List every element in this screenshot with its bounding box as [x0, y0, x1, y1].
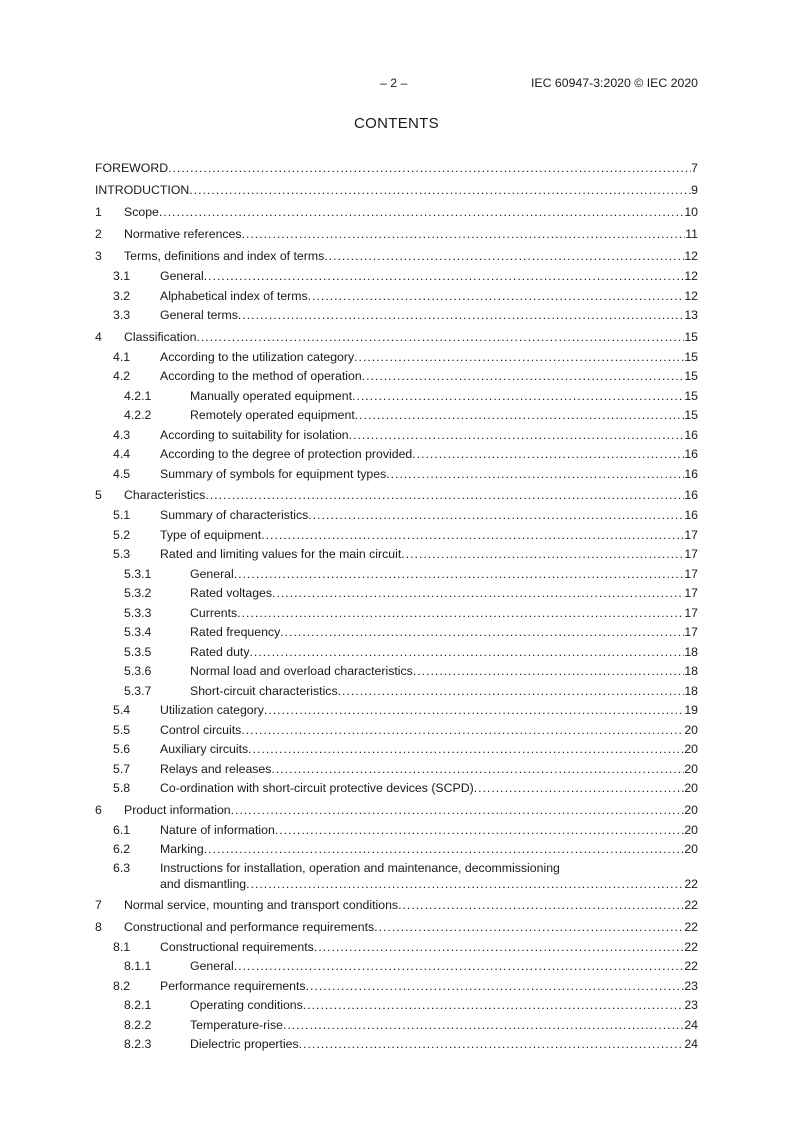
dot-leader	[275, 821, 684, 841]
toc-entry-page: 20	[684, 842, 698, 856]
toc-entry-number: 4.2.1	[124, 388, 152, 403]
toc-entry-title: Product information	[124, 802, 231, 817]
toc-entry-title: Normal service, mounting and transport conditions	[124, 897, 399, 912]
toc-entry[interactable]	[95, 245, 698, 267]
toc-entry-number: 5.3.3	[124, 605, 152, 620]
toc-entry[interactable]	[95, 662, 698, 682]
dot-leader	[303, 996, 685, 1016]
page-header	[0, 76, 793, 92]
toc-entry-title: Utilization category	[160, 703, 264, 717]
toc-entry-number: 5.3.2	[124, 586, 152, 600]
dot-leader	[234, 957, 685, 977]
toc-entry-title: Remotely operated equipment	[190, 408, 355, 422]
toc-entry-title: According to the utilization category	[160, 349, 355, 364]
toc-entry-page: 18	[684, 683, 698, 698]
toc-entry-title: Alphabetical index of terms	[160, 288, 308, 303]
toc-entry-title: Manually operated equipment	[190, 388, 353, 403]
toc-entry[interactable]	[95, 860, 698, 894]
toc-entry-title: Auxiliary circuits	[160, 742, 249, 756]
dot-leader	[349, 426, 685, 446]
toc-entry-number: 4.4	[113, 447, 131, 461]
toc-entry[interactable]	[95, 306, 698, 326]
toc-entry-number: 5.4	[113, 703, 131, 717]
dot-leader	[308, 287, 685, 307]
toc-entry-page: 18	[684, 644, 698, 659]
toc-entry[interactable]	[95, 545, 698, 565]
toc-entry-page: 11	[685, 227, 698, 241]
toc-entry-title: Summary of symbols for equipment types	[160, 466, 387, 481]
toc-entry-page: 16	[684, 466, 698, 481]
toc-entry-number: 5.5	[113, 722, 131, 737]
dot-leader	[280, 623, 684, 643]
dot-leader	[237, 604, 684, 624]
toc-entry-page: 13	[684, 308, 698, 322]
toc-entry-page: 24	[684, 1017, 698, 1032]
toc-entry[interactable]	[95, 465, 698, 485]
toc-entry-page: 20	[684, 722, 698, 737]
toc-entry-page: 24	[684, 1037, 698, 1051]
dot-leader	[204, 267, 685, 287]
toc-entry-number: 8.2.3	[124, 1037, 152, 1051]
toc-entry[interactable]	[95, 445, 698, 465]
toc-entry-page: 17	[684, 527, 698, 542]
toc-entry-title: Classification	[124, 329, 197, 344]
toc-entry-number: 3.1	[113, 269, 131, 283]
toc-entry-number: 3.3	[113, 308, 131, 322]
toc-entry-title: Temperature-rise	[190, 1017, 283, 1032]
toc-entry-title: General	[190, 566, 234, 581]
toc-entry-number: 8.2.2	[124, 1017, 152, 1032]
dot-leader	[413, 662, 684, 682]
dot-leader	[474, 779, 685, 799]
dot-leader	[261, 526, 684, 546]
toc-entry-title: General terms	[160, 308, 238, 322]
toc-entry[interactable]	[95, 821, 698, 841]
dot-leader	[355, 406, 685, 426]
toc-entry-title: Rated duty	[190, 644, 250, 659]
toc-entry-number: 4	[95, 329, 102, 344]
dot-leader	[352, 387, 684, 407]
page-title: CONTENTS	[354, 115, 439, 132]
toc-entry-title: Nature of information	[160, 822, 275, 837]
toc-entry-number: 5.1	[113, 508, 131, 522]
toc-entry-number: 5.3.7	[124, 683, 152, 698]
toc-entry-number: 4.2.2	[124, 408, 152, 422]
toc-entry-page: 10	[684, 205, 698, 219]
toc-entry-page: 15	[684, 349, 698, 364]
toc-entry-page: 23	[684, 998, 698, 1012]
toc-entry-title: Marking	[160, 842, 204, 856]
toc-entry-title: Short-circuit characteristics	[190, 683, 338, 698]
toc-entry-title: General	[190, 959, 234, 973]
toc-entry[interactable]	[95, 223, 698, 245]
toc-entry-number: 5.3.6	[124, 664, 152, 678]
toc-entry-page: 20	[684, 761, 698, 776]
dot-leader	[159, 201, 684, 223]
toc-entry-title: Rated and limiting values for the main circuit	[160, 547, 402, 561]
dot-leader	[272, 584, 684, 604]
toc-entry-page: 20	[684, 742, 698, 756]
dot-leader	[308, 506, 684, 526]
toc-entry-title: Constructional and performance requirements	[124, 919, 375, 934]
dot-leader	[189, 179, 691, 201]
dot-leader	[196, 326, 684, 348]
toc-entry-page: 16	[684, 447, 698, 461]
toc-entry-title: Currents	[190, 605, 238, 620]
toc-entry[interactable]	[95, 916, 698, 938]
toc-entry[interactable]	[95, 287, 698, 307]
dot-leader	[249, 643, 684, 663]
toc-entry[interactable]	[95, 526, 698, 546]
toc-entry-number: 8.1.1	[124, 959, 152, 973]
dot-leader	[386, 465, 684, 485]
dot-leader	[362, 367, 685, 387]
toc-entry-page: 16	[684, 488, 698, 502]
toc-entry-number: 4.3	[113, 427, 131, 442]
toc-entry-page: 20	[684, 802, 698, 817]
toc-entry[interactable]	[95, 760, 698, 780]
toc-entry-number: 6.1	[113, 822, 131, 837]
toc-entry-title: and dismantling	[160, 876, 247, 891]
table-of-contents	[95, 157, 698, 1055]
toc-entry[interactable]	[95, 348, 698, 368]
toc-entry-page: 17	[684, 605, 698, 620]
toc-entry-page: 17	[684, 547, 698, 561]
toc-entry-page: 15	[684, 408, 698, 422]
toc-entry-page: 18	[684, 664, 698, 678]
toc-entry[interactable]	[95, 721, 698, 741]
toc-entry-page: 22	[684, 939, 698, 954]
toc-entry[interactable]	[95, 406, 698, 426]
toc-entry-page: 15	[684, 388, 698, 403]
toc-entry-page: 22	[684, 919, 698, 934]
dot-leader	[234, 565, 685, 585]
toc-entry-number: 5.3.4	[124, 625, 152, 639]
dot-leader	[238, 306, 684, 326]
dot-leader	[314, 938, 685, 958]
toc-entry[interactable]	[95, 977, 698, 997]
toc-entry-number: 6.3	[113, 860, 131, 875]
toc-entry[interactable]	[95, 484, 698, 506]
dot-leader	[241, 721, 684, 741]
dot-leader	[168, 157, 691, 179]
toc-entry-page: 22	[684, 876, 698, 891]
toc-entry[interactable]	[95, 740, 698, 760]
dot-leader	[248, 740, 684, 760]
toc-entry[interactable]	[95, 179, 698, 201]
toc-entry-title: Constructional requirements	[160, 939, 314, 954]
dot-leader	[204, 840, 685, 860]
toc-entry-title: Normal load and overload characteristics	[190, 664, 413, 678]
toc-entry-title: According to suitability for isolation	[160, 427, 349, 442]
toc-entry-title: According to the degree of protection provided	[160, 447, 413, 461]
toc-entry-page: 16	[684, 427, 698, 442]
toc-entry[interactable]	[95, 996, 698, 1016]
toc-entry-number: 6.2	[113, 842, 131, 856]
dot-leader	[231, 799, 685, 821]
dot-leader	[299, 1035, 685, 1055]
toc-entry-page: 12	[684, 288, 698, 303]
dot-leader	[205, 484, 684, 506]
toc-entry-number: 8.2	[113, 978, 131, 993]
toc-entry-number: 5.3.1	[124, 566, 152, 581]
toc-entry-page: 20	[684, 781, 698, 795]
dot-leader	[398, 894, 684, 916]
toc-entry[interactable]	[95, 799, 698, 821]
toc-entry-title: Type of equipment	[160, 527, 262, 542]
toc-entry-title: Performance requirements	[160, 978, 306, 993]
toc-entry-title: Terms, definitions and index of terms	[124, 249, 325, 263]
toc-entry-number: 5.3.5	[124, 644, 152, 659]
toc-entry-number: 7	[95, 897, 102, 912]
toc-entry-title: Dielectric properties	[190, 1037, 299, 1051]
toc-entry-number: 3.2	[113, 288, 131, 303]
toc-entry-page: 22	[684, 897, 698, 912]
toc-entry-page: 9	[691, 183, 698, 197]
toc-entry[interactable]	[95, 701, 698, 721]
dot-leader	[338, 682, 685, 702]
toc-entry-page: 12	[684, 269, 698, 283]
toc-entry-title: Summary of characteristics	[160, 508, 309, 522]
toc-entry-page: 15	[684, 329, 698, 344]
toc-entry-number: 5.6	[113, 742, 131, 756]
toc-entry-number: 5.7	[113, 761, 131, 776]
dot-leader	[374, 916, 684, 938]
toc-entry[interactable]	[95, 840, 698, 860]
toc-entry-page: 16	[684, 508, 698, 522]
dot-leader	[412, 445, 684, 465]
toc-entry-page: 22	[684, 959, 698, 973]
toc-entry-page: 23	[684, 978, 698, 993]
toc-entry[interactable]	[95, 506, 698, 526]
toc-entry[interactable]	[95, 957, 698, 977]
toc-entry-page: 17	[684, 586, 698, 600]
toc-entry[interactable]	[95, 682, 698, 702]
toc-entry[interactable]	[95, 623, 698, 643]
toc-entry-page: 17	[684, 566, 698, 581]
toc-entry-title: Relays and releases	[160, 761, 272, 776]
toc-entry-number: 5.8	[113, 781, 131, 795]
toc-entry[interactable]	[95, 779, 698, 799]
toc-entry[interactable]	[95, 387, 698, 407]
toc-entry-page: 12	[684, 249, 698, 263]
dot-leader	[354, 348, 684, 368]
dot-leader	[306, 977, 685, 997]
dot-leader	[324, 245, 684, 267]
toc-entry[interactable]	[95, 426, 698, 446]
dot-leader	[283, 1016, 684, 1036]
toc-entry-number: 3	[95, 249, 102, 263]
toc-entry-number: 8.2.1	[124, 998, 152, 1012]
toc-entry-title: FOREWORD	[95, 161, 169, 175]
toc-entry[interactable]	[95, 1035, 698, 1055]
toc-entry-page: 7	[691, 161, 698, 175]
toc-entry-number: 6	[95, 802, 102, 817]
toc-entry-number: 8	[95, 919, 102, 934]
toc-entry-number: 5	[95, 488, 102, 502]
toc-entry-title: According to the method of operation	[160, 369, 362, 383]
toc-entry-title: Normative references	[124, 227, 242, 241]
toc-entry-title: Characteristics	[124, 488, 206, 502]
toc-entry-number: 4.1	[113, 349, 131, 364]
toc-entry-number: 2	[95, 227, 102, 241]
dot-leader	[246, 876, 684, 893]
toc-entry-page: 19	[684, 703, 698, 717]
toc-entry-title: General	[160, 269, 204, 283]
toc-entry-title: Control circuits	[160, 722, 242, 737]
toc-entry-number: 8.1	[113, 939, 131, 954]
toc-entry[interactable]	[95, 565, 698, 585]
dot-leader	[242, 223, 686, 245]
toc-entry-number: 5.2	[113, 527, 131, 542]
toc-entry-title: Rated voltages	[190, 586, 273, 600]
dot-leader	[264, 701, 684, 721]
toc-entry[interactable]	[95, 894, 698, 916]
toc-entry[interactable]	[95, 643, 698, 663]
toc-entry-title: Co-ordination with short-circuit protective devices (SCPD)	[160, 781, 474, 795]
document-reference: IEC 60947-3:2020 © IEC 2020	[531, 76, 698, 90]
toc-entry-page: 15	[684, 369, 698, 383]
toc-entry[interactable]	[95, 367, 698, 387]
toc-entry-number: 5.3	[113, 547, 131, 561]
toc-entry-title: Scope	[124, 205, 159, 219]
toc-entry-title-line1: Instructions for installation, operation and maintenance, decommissioning	[160, 860, 560, 875]
toc-entry[interactable]	[95, 157, 698, 179]
toc-entry[interactable]	[95, 201, 698, 223]
page-number: – 2 –	[380, 76, 408, 90]
toc-entry-number: 4.5	[113, 466, 131, 481]
dot-leader	[401, 545, 684, 565]
toc-entry[interactable]	[95, 604, 698, 624]
toc-entry-title: Rated frequency	[190, 625, 281, 639]
toc-entry[interactable]	[95, 267, 698, 287]
toc-entry-number: 1	[95, 205, 102, 219]
toc-entry[interactable]	[95, 326, 698, 348]
toc-entry[interactable]	[95, 584, 698, 604]
toc-entry-page: 20	[684, 822, 698, 837]
toc-entry-title: Operating conditions	[190, 998, 303, 1012]
toc-entry[interactable]	[95, 1016, 698, 1036]
toc-entry[interactable]	[95, 938, 698, 958]
dot-leader	[271, 760, 684, 780]
toc-entry-number: 4.2	[113, 369, 131, 383]
toc-entry-page: 17	[684, 625, 698, 639]
toc-entry-title: INTRODUCTION	[95, 183, 190, 197]
